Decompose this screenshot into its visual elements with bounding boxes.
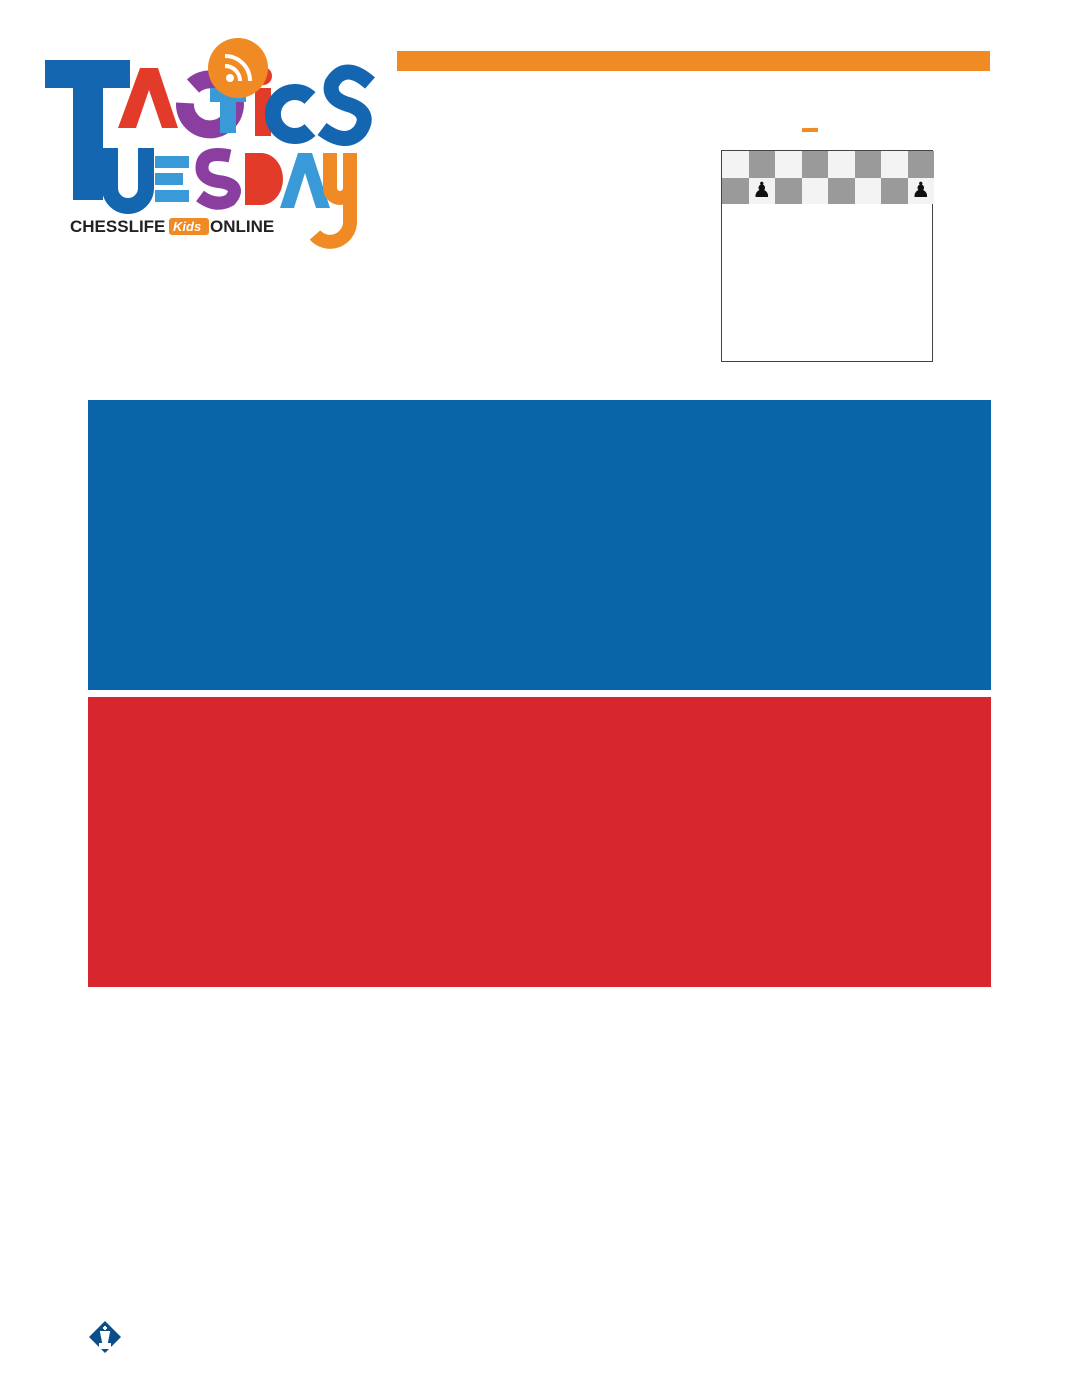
puzzle-2 [414,408,684,688]
square-e8 [828,151,855,178]
puzzle-4 [108,705,378,985]
square-c7 [775,178,802,205]
date-bar [397,51,990,71]
puzzle-3 [720,408,990,688]
square-b8 [749,151,776,178]
square-d8 [802,151,829,178]
svg-text:ONLINE: ONLINE [210,217,275,236]
square-h8 [908,151,935,178]
square-f7 [855,178,882,205]
us-chess-logo [88,1320,130,1354]
square-b7 [749,178,776,205]
square-g7 [881,178,908,205]
tactics-tuesday-logo [40,28,385,253]
puzzle-6 [720,705,990,985]
square-h7 [908,178,935,205]
square-a8 [722,151,749,178]
svg-text:Kids: Kids [173,219,202,234]
us-chess-icon [88,1320,122,1354]
square-a7 [722,178,749,205]
puzzle-1 [108,408,378,688]
black-pawn-icon: ♟ [752,178,772,203]
puzzle-panel-blue [88,400,991,690]
rank-labels [705,150,719,362]
square-d7 [802,178,829,205]
turn-tag [802,128,818,132]
article-column-2 [397,84,687,132]
puzzle-5 [414,705,684,985]
example-diagram [682,138,952,418]
svg-text:CHESSLIFE: CHESSLIFE [70,217,166,236]
square-g8 [881,151,908,178]
black-pawn-icon: ♟ [911,178,931,203]
puzzle-panel-red [88,697,991,987]
square-e7 [828,178,855,205]
square-c8 [775,151,802,178]
chess-board [721,150,933,362]
square-f8 [855,151,882,178]
